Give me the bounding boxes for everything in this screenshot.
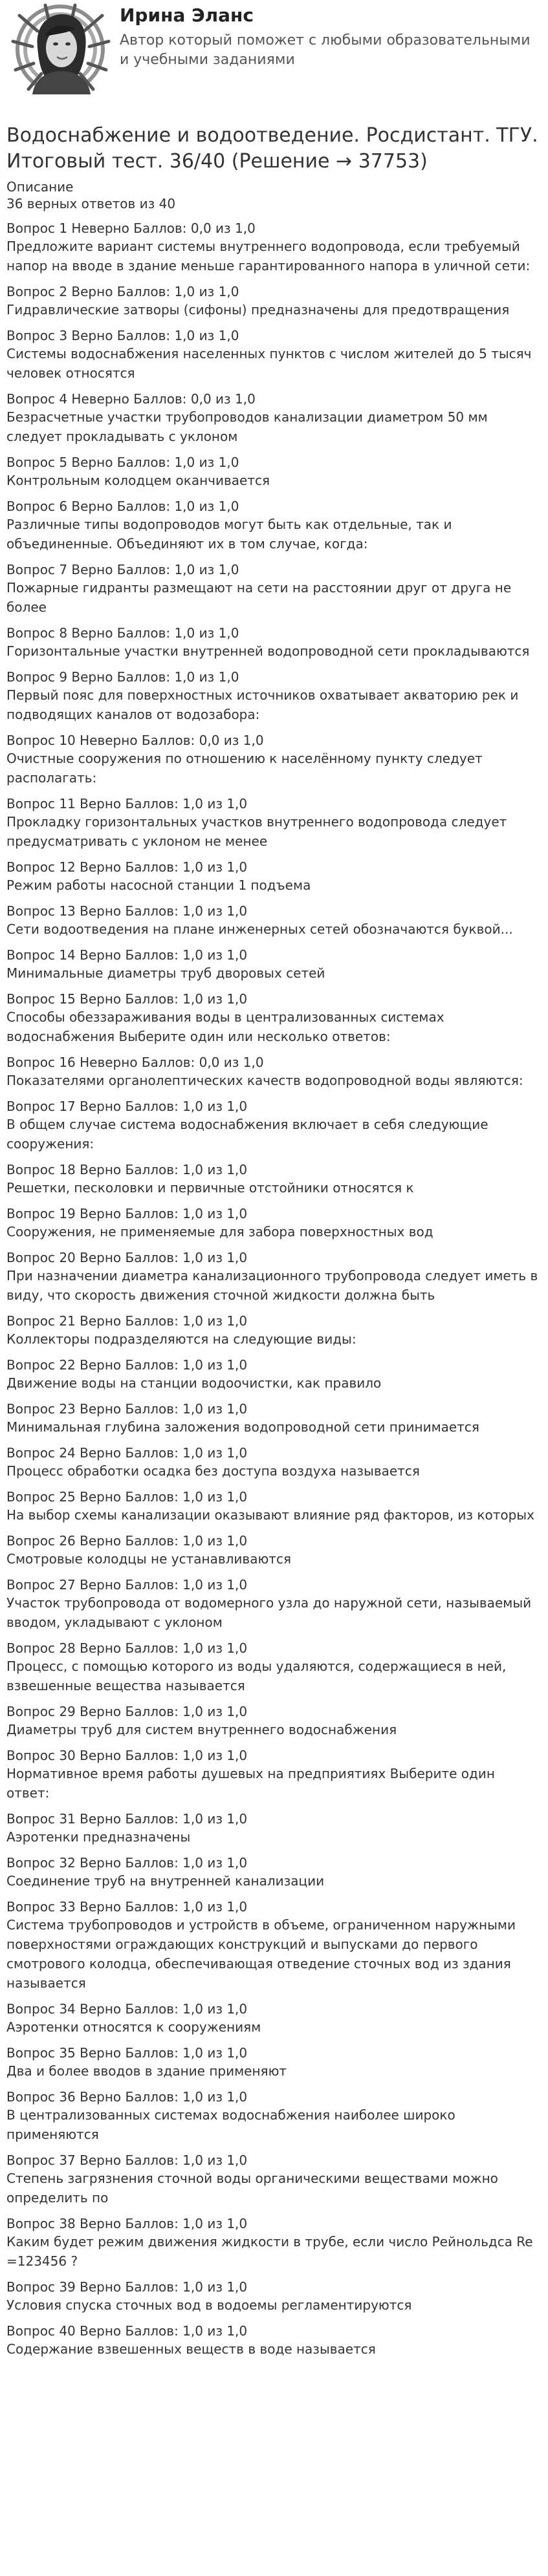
question-text: Безрасчетные участки трубопроводов канализации диаметром 50 мм следует прокладывать с уклоном [6, 409, 488, 444]
question-list [6, 220, 542, 2359]
question-text: Диаметры труб для систем внутреннего водоснабжения [6, 1722, 397, 1737]
question-header: Вопрос 26 Верно Баллов: 1,0 из 1,0 [6, 1533, 248, 1549]
question-text: Аэротенки предназначены [6, 1829, 191, 1845]
question-item [6, 1640, 542, 1695]
question-text: Движение воды на станции водоочистки, как правило [6, 1375, 382, 1391]
question-text: Решетки, песколовки и первичные отстойники относятся к [6, 1180, 414, 1196]
question-item [6, 454, 542, 490]
question-item [6, 1205, 542, 1241]
question-item [6, 795, 542, 851]
question-header: Вопрос 9 Верно Баллов: 1,0 из 1,0 [6, 669, 239, 685]
question-header: Вопрос 38 Верно Баллов: 1,0 из 1,0 [6, 2216, 248, 2231]
question-item [6, 2215, 542, 2271]
question-header: Вопрос 22 Верно Баллов: 1,0 из 1,0 [6, 1357, 248, 1373]
question-text: Показателями органолептических качеств водопроводной воды являются: [6, 1073, 523, 1088]
question-header: Вопрос 7 Верно Баллов: 1,0 из 1,0 [6, 562, 239, 577]
question-header: Вопрос 21 Верно Баллов: 1,0 из 1,0 [6, 1313, 248, 1329]
question-text: Условия спуска сточных вод в водоемы регламентируются [6, 2297, 412, 2313]
question-item [6, 1313, 542, 1349]
question-item [6, 1747, 542, 1803]
author-info [120, 0, 534, 70]
question-text: Контрольным колодцем оканчивается [6, 473, 270, 488]
question-header: Вопрос 34 Верно Баллов: 1,0 из 1,0 [6, 2001, 248, 2017]
question-item [6, 991, 542, 1046]
question-text: В централизованных системах водоснабжения наиболее широко применяются [6, 2107, 455, 2142]
question-header: Вопрос 11 Верно Баллов: 1,0 из 1,0 [6, 796, 248, 811]
question-text: Системы водоснабжения населенных пунктов с числом жителей до 5 тысяч человек относятся [6, 346, 532, 381]
question-header: Вопрос 6 Верно Баллов: 1,0 из 1,0 [6, 499, 239, 514]
question-item [6, 1854, 542, 1891]
question-header: Вопрос 1 Неверно Баллов: 0,0 из 1,0 [6, 220, 256, 236]
question-text: На выбор схемы канализации оказывают влияние ряд факторов, из которых [6, 1507, 534, 1523]
question-item [6, 732, 542, 788]
question-header: Вопрос 36 Верно Баллов: 1,0 из 1,0 [6, 2089, 248, 2105]
question-text: Различные типы водопроводов могут быть как отдельные, так и объединенные. Объединяют их в том случае, когда: [6, 517, 452, 552]
question-item [6, 1576, 542, 1632]
question-header: Вопрос 37 Верно Баллов: 1,0 из 1,0 [6, 2152, 248, 2168]
question-text: Горизонтальные участки внутренней водопроводной сети прокладываются [6, 643, 530, 659]
question-header: Вопрос 5 Верно Баллов: 1,0 из 1,0 [6, 455, 239, 470]
question-item [6, 283, 542, 319]
question-header: Вопрос 28 Верно Баллов: 1,0 из 1,0 [6, 1640, 248, 1656]
question-text: Режим работы насосной станции 1 подъема [6, 877, 311, 893]
question-item [6, 625, 542, 661]
question-header: Вопрос 17 Верно Баллов: 1,0 из 1,0 [6, 1099, 248, 1114]
question-item [6, 561, 542, 617]
question-header: Вопрос 39 Верно Баллов: 1,0 из 1,0 [6, 2279, 248, 2295]
author-card [6, 0, 542, 123]
question-item [6, 2001, 542, 2037]
question-text: Коллекторы подразделяются на следующие виды: [6, 1331, 356, 1347]
question-item [6, 1444, 542, 1481]
question-header: Вопрос 31 Верно Баллов: 1,0 из 1,0 [6, 1811, 248, 1827]
question-header: Вопрос 29 Верно Баллов: 1,0 из 1,0 [6, 1704, 248, 1719]
question-text: Аэротенки относятся к сооружениям [6, 2019, 261, 2035]
question-text: Способы обеззараживания воды в централизованных системах водоснабжения Выберите один или несколько ответов: [6, 1009, 444, 1044]
question-text: Процесс обработки осадка без доступа воздуха называется [6, 1463, 420, 1479]
question-header: Вопрос 19 Верно Баллов: 1,0 из 1,0 [6, 1206, 248, 1221]
question-header: Вопрос 27 Верно Баллов: 1,0 из 1,0 [6, 1577, 248, 1593]
score-summary: 36 верных ответов из 40 [6, 196, 176, 211]
question-text: Участок трубопровода от водомерного узла до наружной сети, называемый вводом, укладывают с уклоном [6, 1595, 532, 1630]
question-item [6, 1703, 542, 1739]
avatar-portrait-image [6, 3, 115, 94]
question-text: Нормативное время работы душевых на предприятиях Выберите один ответ: [6, 1766, 495, 1801]
author-description: Автор который поможет с любыми образовательными и учебными заданиями [120, 32, 531, 68]
question-text: Прокладку горизонтальных участков внутреннего водопровода следует предусматривать с уклоном не менее [6, 814, 507, 849]
question-item [6, 903, 542, 939]
description-label: Описание [6, 179, 74, 195]
question-item [6, 859, 542, 895]
question-item [6, 1810, 542, 1847]
question-text: Каким будет режим движения жидкости в трубе, если число Рейнольдса Re =123456 ? [6, 2234, 533, 2269]
question-header: Вопрос 23 Верно Баллов: 1,0 из 1,0 [6, 1401, 248, 1417]
question-header: Вопрос 16 Неверно Баллов: 0,0 из 1,0 [6, 1055, 264, 1070]
question-text: Система трубопроводов и устройств в объеме, ограниченном наружными поверхностями ограждающих конструкций и выпусками до первого смотрового колодца, обеспечивающая отведение сточных вод из здания называется [6, 1917, 516, 1991]
question-header: Вопрос 15 Верно Баллов: 1,0 из 1,0 [6, 991, 248, 1007]
question-item [6, 1488, 542, 1525]
question-item [6, 1054, 542, 1090]
question-item [6, 947, 542, 983]
author-avatar[interactable] [6, 3, 115, 94]
question-text: Процесс, с помощью которого из воды удаляются, содержащиеся в ней, взвешенные вещества называется [6, 1658, 507, 1693]
question-item [6, 220, 542, 275]
question-text: Соединение труб на внутренней канализации [6, 1873, 325, 1889]
question-item [6, 2152, 542, 2207]
question-header: Вопрос 30 Верно Баллов: 1,0 из 1,0 [6, 1748, 248, 1763]
question-item [6, 1249, 542, 1305]
question-header: Вопрос 25 Верно Баллов: 1,0 из 1,0 [6, 1489, 248, 1505]
question-item [6, 498, 542, 553]
question-item [6, 2279, 542, 2315]
question-item [6, 1161, 542, 1197]
question-header: Вопрос 32 Верно Баллов: 1,0 из 1,0 [6, 1855, 248, 1871]
question-item [6, 1401, 542, 1437]
question-text: Содержание взвешенных веществ в воде называется [6, 2341, 376, 2357]
question-header: Вопрос 14 Верно Баллов: 1,0 из 1,0 [6, 947, 248, 963]
question-header: Вопрос 10 Неверно Баллов: 0,0 из 1,0 [6, 733, 264, 748]
question-item [6, 2323, 542, 2359]
author-name[interactable]: Ирина Эланс [120, 5, 254, 26]
question-item [6, 391, 542, 446]
question-text: При назначении диаметра канализационного трубопровода следует иметь в виду, что скорость движения сточной жидкости должна быть [6, 1268, 538, 1303]
question-text: Минимальная глубина заложения водопроводной сети принимается [6, 1419, 479, 1435]
question-item [6, 327, 542, 383]
question-text: Пожарные гидранты размещают на сети на расстоянии друг от друга не более [6, 580, 512, 615]
question-item [6, 2045, 542, 2081]
question-header: Вопрос 8 Верно Баллов: 1,0 из 1,0 [6, 625, 239, 641]
question-item [6, 1357, 542, 1393]
question-header: Вопрос 3 Верно Баллов: 1,0 из 1,0 [6, 328, 239, 343]
question-header: Вопрос 4 Неверно Баллов: 0,0 из 1,0 [6, 391, 256, 407]
question-text: В общем случае система водоснабжения включает в себя следующие сооружения: [6, 1117, 488, 1152]
question-header: Вопрос 20 Верно Баллов: 1,0 из 1,0 [6, 1250, 248, 1265]
page-title: Водоснабжение и водоотведение. Росдистант. ТГУ. Итоговый тест. 36/40 (Решение → 37753) [6, 124, 538, 173]
question-text: Сети водоотведения на плане инженерных сетей обозначаются буквой... [6, 921, 513, 937]
question-text: Сооружения, не применяемые для забора поверхностных вод [6, 1224, 433, 1240]
question-header: Вопрос 33 Верно Баллов: 1,0 из 1,0 [6, 1899, 248, 1915]
question-text: Два и более вводов в здание применяют [6, 2063, 287, 2079]
question-text: Степень загрязнения сточной воды органическими веществами можно определить по [6, 2171, 498, 2206]
question-text: Очистные сооружения по отношению к населённому пункту следует располагать: [6, 751, 483, 786]
question-text: Минимальные диаметры труб дворовых сетей [6, 965, 325, 981]
question-header: Вопрос 12 Верно Баллов: 1,0 из 1,0 [6, 859, 248, 875]
question-text: Смотровые колодцы не устанавливаются [6, 1551, 291, 1567]
question-item [6, 2088, 542, 2144]
question-header: Вопрос 40 Верно Баллов: 1,0 из 1,0 [6, 2323, 248, 2339]
question-header: Вопрос 18 Верно Баллов: 1,0 из 1,0 [6, 1162, 248, 1177]
question-header: Вопрос 2 Верно Баллов: 1,0 из 1,0 [6, 284, 239, 299]
question-item [6, 1532, 542, 1569]
question-item [6, 669, 542, 724]
question-item [6, 1098, 542, 1154]
question-text: Гидравлические затворы (сифоны) предназначены для предотвращения [6, 302, 510, 317]
question-header: Вопрос 13 Верно Баллов: 1,0 из 1,0 [6, 903, 248, 919]
question-item [6, 1898, 542, 1993]
question-header: Вопрос 24 Верно Баллов: 1,0 из 1,0 [6, 1445, 248, 1461]
question-header: Вопрос 35 Верно Баллов: 1,0 из 1,0 [6, 2045, 248, 2061]
question-text: Первый пояс для поверхностных источников охватывает акваторию рек и подводящих каналов от водозабора: [6, 687, 519, 722]
question-text: Предложите вариант системы внутреннего водопровода, если требуемый напор на вводе в здание меньше гарантированного напора в уличной сети: [6, 239, 531, 274]
